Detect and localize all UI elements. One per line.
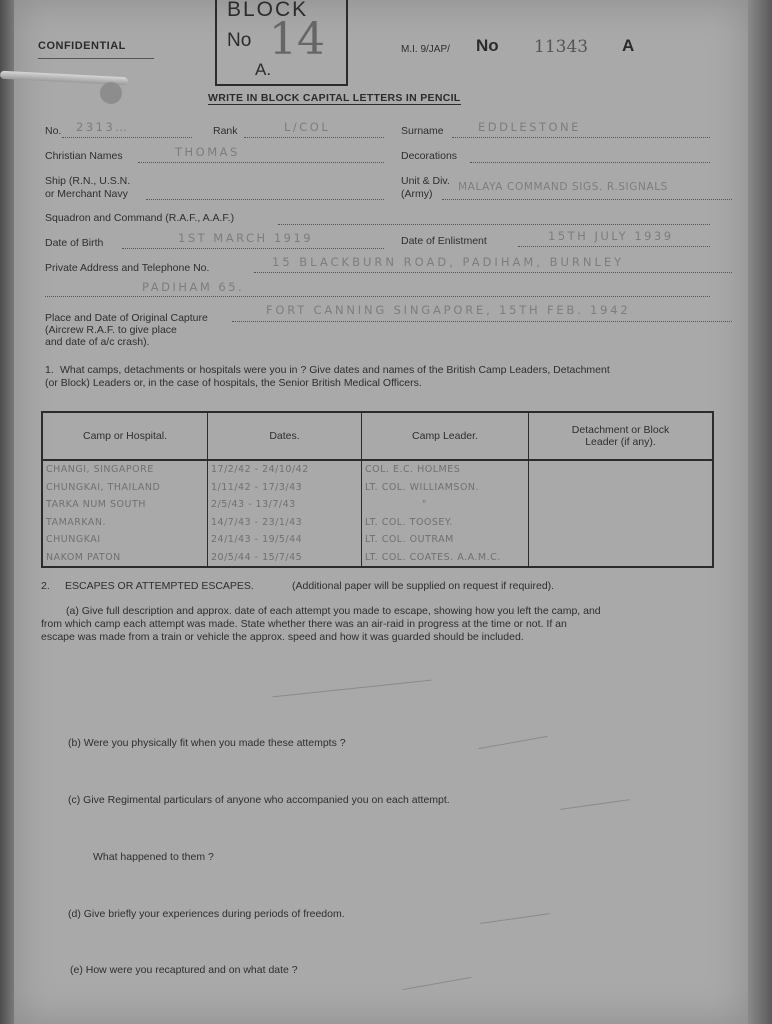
page-left-shadow: [0, 0, 14, 1024]
detachment-cell: [529, 496, 714, 513]
camp-cell: TAMARKAN.: [42, 513, 208, 530]
dob-label: Date of Birth: [45, 237, 104, 249]
question-2e: (e) How were you recaptured and on what date ?: [70, 964, 298, 976]
camp-cell: TARKA NUM SOUTH: [42, 496, 208, 513]
question-2c: (c) Give Regimental particulars of anyone who accompanied you on each attempt.: [68, 794, 450, 806]
leader-cell: LT. COL. OUTRAM: [362, 531, 529, 548]
decorations-label: Decorations: [401, 150, 458, 162]
dob-value: 1ST MARCH 1919: [178, 231, 314, 245]
capture-value: FORT CANNING SINGAPORE, 15TH FEB. 1942: [266, 303, 631, 317]
col-leader-header: Camp Leader.: [362, 412, 529, 460]
leader-cell: LT. COL. TOOSEY.: [362, 513, 529, 530]
question-2d: (d) Give briefly your experiences during periods of freedom.: [68, 908, 345, 920]
form-serial-number: 11343: [534, 37, 589, 57]
stamp-letter: A.: [255, 60, 272, 79]
dates-cell: 20/5/44 - 15/7/45: [208, 548, 362, 567]
question-2a-line2: from which camp each attempt was made. State whether there was an air-raid in progress at the time or not. If an: [41, 618, 567, 630]
rank-value: L/COL: [284, 120, 331, 134]
capture-label-line2: (Aircrew R.A.F. to give place: [45, 324, 177, 336]
string-knot: [100, 82, 122, 104]
service-no-value: 2313…: [76, 120, 130, 134]
ship-label-line2: or Merchant Navy: [45, 188, 128, 200]
camp-cell: CHUNGKAI: [42, 531, 208, 548]
page-right-edge: [748, 0, 772, 1024]
detachment-cell: [529, 513, 714, 530]
form-suffix: A: [622, 36, 635, 55]
stamp-block-number: 14: [269, 14, 325, 65]
question-1-number: 1.: [45, 364, 54, 376]
capture-label-line1: Place and Date of Original Capture: [45, 312, 208, 324]
form-no-label: No: [476, 36, 499, 55]
dates-cell: 14/7/43 - 23/1/43: [208, 513, 362, 530]
col-dates-header: Dates.: [208, 412, 362, 460]
ship-label-line1: Ship (R.N., U.S.N.: [45, 175, 131, 187]
camp-cell: CHUNGKAI, THAILAND: [42, 479, 208, 496]
service-no-label: No.: [45, 125, 62, 137]
instruction-heading: WRITE IN BLOCK CAPITAL LETTERS IN PENCIL: [208, 92, 461, 104]
surname-label: Surname: [401, 125, 444, 137]
camp-cell: NAKOM PATON: [42, 548, 208, 567]
table-row: [42, 496, 713, 513]
leader-cell: LT. COL. COATES. A.A.M.C.: [362, 548, 529, 567]
question-1-text-line1: What camps, detachments or hospitals were you in ? Give dates and names of the British Camp Leaders, Detachment: [60, 364, 610, 376]
camp-cell: CHANGI, SINGAPORE: [42, 460, 208, 479]
question-2-title: ESCAPES OR ATTEMPTED ESCAPES.: [65, 580, 254, 592]
christian-names-value: THOMAS: [175, 145, 240, 159]
block-stamp: [215, 0, 348, 86]
question-2-number: 2.: [41, 580, 50, 592]
table-row: [42, 548, 713, 567]
unit-label-line1: Unit & Div.: [401, 175, 450, 187]
address-label: Private Address and Telephone No.: [45, 262, 210, 274]
table-row: [42, 531, 713, 548]
leader-cell: ": [362, 496, 529, 513]
question-2a-line1: (a) Give full description and approx. date of each attempt you made to escape, showing how you left the camp, and: [66, 605, 601, 617]
question-2a-line3: escape was made from a train or vehicle the approx. speed and how it was guarded should be included.: [41, 631, 524, 643]
surname-value: EDDLESTONE: [478, 120, 581, 134]
capture-label-line3: and date of a/c crash).: [45, 336, 150, 348]
question-2-note: (Additional paper will be supplied on request if required).: [292, 580, 555, 592]
dates-cell: 24/1/43 - 19/5/44: [208, 531, 362, 548]
table-row: [42, 513, 713, 530]
address-value-line1: 15 BLACKBURN ROAD, PADIHAM, BURNLEY: [272, 255, 625, 269]
rank-label: Rank: [213, 125, 238, 137]
leader-cell: LT. COL. WILLIAMSON.: [362, 479, 529, 496]
stamp-block-label: BLOCK: [227, 0, 309, 21]
detachment-cell: [529, 460, 714, 479]
question-1-text-line2: (or Block) Leaders or, in the case of hospitals, the Senior British Medical Officers.: [45, 377, 422, 389]
stamp-no-label: No: [227, 30, 252, 51]
squadron-label: Squadron and Command (R.A.F., A.A.F.): [45, 212, 235, 224]
question-2c-followup: What happened to them ?: [93, 851, 214, 863]
classification-label: CONFIDENTIAL: [38, 40, 126, 52]
table-row: [42, 460, 713, 479]
detachment-cell: [529, 531, 714, 548]
christian-names-label: Christian Names: [45, 150, 123, 162]
detachment-cell: [529, 479, 714, 496]
question-2b: (b) Were you physically fit when you made these attempts ?: [68, 737, 346, 749]
unit-label-line2: (Army): [401, 188, 433, 200]
enlistment-value: 15TH JULY 1939: [548, 229, 674, 243]
enlistment-label: Date of Enlistment: [401, 235, 487, 247]
camps-table: [41, 411, 714, 568]
address-value-line2: PADIHAM 65.: [142, 280, 245, 294]
unit-value: MALAYA COMMAND SIGS. R.SIGNALS: [458, 181, 668, 193]
dates-cell: 17/2/42 - 24/10/42: [208, 460, 362, 479]
dates-cell: 2/5/43 - 13/7/43: [208, 496, 362, 513]
leader-cell: COL. E.C. HOLMES: [362, 460, 529, 479]
camps-table-header: [42, 412, 713, 460]
form-reference: M.I. 9/JAP/: [401, 44, 450, 55]
col-camp-header: Camp or Hospital.: [42, 412, 208, 460]
col-detachment-header: Detachment or Block Leader (if any).: [529, 412, 714, 460]
dates-cell: 1/11/42 - 17/3/43: [208, 479, 362, 496]
detachment-cell: [529, 548, 714, 567]
table-row: [42, 479, 713, 496]
